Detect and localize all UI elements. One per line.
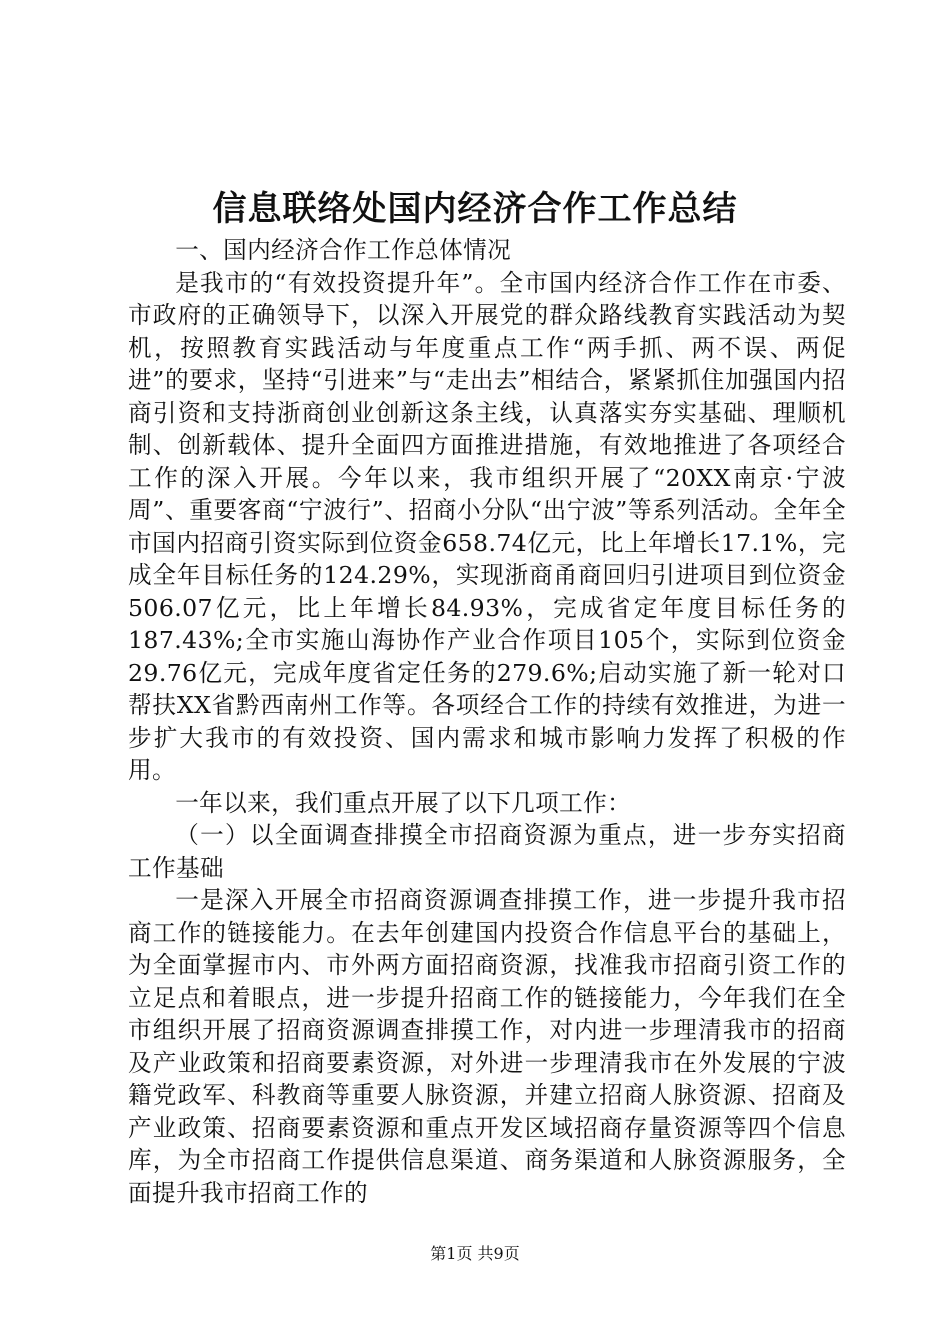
- body-paragraph: 是我市的“有效投资提升年”。全市国内经济合作工作在市委、市政府的正确领导下，以深入开展党的群众路线教育实践活动为契机，按照教育实践活动与年度重点工作“两手抓、两不误、两促进”的要求，坚持“引进来”与“走出去”相结合，紧紧抓住加强国内招商引资和支持浙商创业创新这条主线，认真落实夯实基础、理顺机制、创新载体、提升全面四方面推进措施，有效地推进了各项经合工作的深入开展。今年以来，我市组织开展了“20XX南京·宁波周”、重要客商“宁波行”、招商小分队“出宁波”等系列活动。全年全市国内招商引资实际到位资金658.74亿元，比上年增长17.1%，完成全年目标任务的124.29%，实现浙商甬商回归引进项目到位资金506.07亿元，比上年增长84.93%，完成省定年度目标任务的187.43%;全市实施山海协作产业合作项目105个，实际到位资金29.76亿元，完成年度省定任务的279.6%;启动实施了新一轮对口帮扶XX省黔西南州工作等。各项经合工作的持续有效推进，为进一步扩大我市的有效投资、国内需求和城市影响力发挥了积极的作用。: [128, 268, 846, 784]
- section-heading: 一、国内经济合作工作总体情况: [175, 236, 512, 264]
- body-paragraph: 一是深入开展全市招商资源调查排摸工作，进一步提升我市招商工作的链接能力。在去年创建国内投资合作信息平台的基础上，为全面掌握市内、市外两方面招商资源，找准我市招商引资工作的立足点和着眼点，进一步提升招商工作的链接能力，今年我们在全市组织开展了招商资源调查排摸工作，对内进一步理清我市的招商及产业政策和招商要素资源，对外进一步理清我市在外发展的宁波籍党政军、科教商等重要人脉资源，并建立招商人脉资源、招商及产业政策、招商要素资源和重点开发区域招商存量资源等四个信息库，为全市招商工作提供信息渠道、商务渠道和人脉资源服务，全面提升我市招商工作的: [128, 886, 846, 1207]
- document-title: 信息联络处国内经济合作工作总结: [212, 189, 738, 229]
- page-number-footer: 第1页 共9页: [430, 1244, 520, 1263]
- body-paragraph: 一年以来，我们重点开展了以下几项工作：: [175, 788, 632, 817]
- subsection-heading: （一）以全面调查排摸全市招商资源为重点，进一步夯实招商工作基础: [128, 821, 846, 882]
- document-body: [128, 234, 846, 1209]
